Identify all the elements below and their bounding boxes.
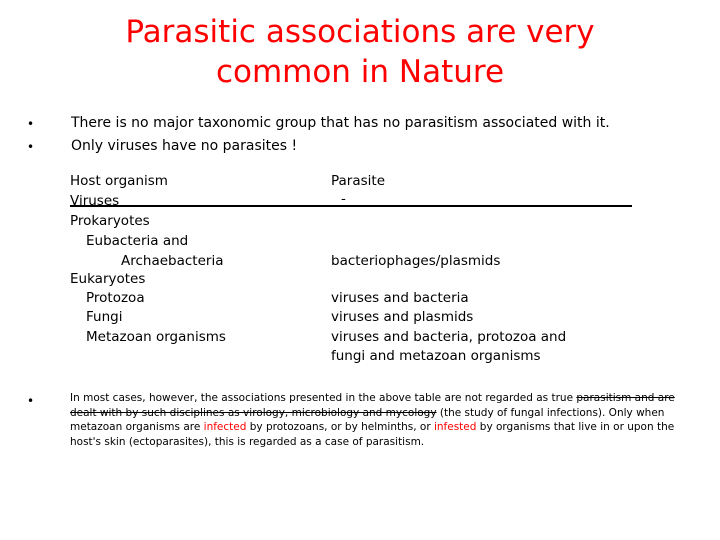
parasite-row: fungi and metazoan organisms bbox=[331, 348, 541, 364]
parasite-row: viruses and bacteria, protozoa and bbox=[331, 329, 567, 345]
bullet-text: There is no major taxonomic group that has no parasitism associated with it. bbox=[71, 115, 610, 131]
footnote-text: (the study of fungal infections). Only when metazoan organisms are bbox=[70, 406, 665, 433]
host-row: Archaebacteria bbox=[121, 253, 224, 269]
bullet-text: Only viruses have no parasites ! bbox=[71, 138, 298, 154]
host-row: Viruses bbox=[70, 193, 120, 209]
slide-title bbox=[40, 12, 680, 92]
host-row: Metazoan organisms bbox=[86, 329, 226, 345]
host-row: Eubacteria and bbox=[86, 233, 189, 249]
host-row: Prokaryotes bbox=[70, 213, 150, 229]
parasite-row: bacteriophages/plasmids bbox=[331, 253, 501, 269]
bullet-marker: • bbox=[27, 394, 35, 408]
parasite-row: - bbox=[341, 191, 346, 207]
bullet-marker: • bbox=[27, 117, 35, 131]
bullet-marker: • bbox=[27, 140, 35, 154]
footnote-paragraph bbox=[70, 391, 682, 449]
slide-title-line-2: common in Nature bbox=[215, 54, 505, 90]
host-row: Protozoa bbox=[86, 290, 145, 306]
footnote-struck-text: parasitism and are dealt with by such disciplines as virology, microbiology and mycology bbox=[70, 392, 675, 419]
slide-title-line-1: Parasitic associations are very bbox=[125, 14, 595, 50]
footnote-text: In most cases, however, the associations presented in the above table are not regarded as true bbox=[70, 392, 577, 404]
parasite-row: viruses and plasmids bbox=[331, 309, 474, 325]
parasite-row: viruses and bacteria bbox=[331, 290, 469, 306]
highlight-infested: infested bbox=[433, 421, 477, 433]
highlight-infected: infected bbox=[203, 421, 247, 433]
table-header-host: Host organism bbox=[70, 173, 168, 189]
host-row: Eukaryotes bbox=[70, 271, 146, 287]
host-row: Fungi bbox=[86, 309, 123, 325]
table-header-parasite: Parasite bbox=[331, 173, 386, 189]
footnote-text: by protozoans, or by helminths, or bbox=[246, 421, 434, 433]
table-header-rule bbox=[70, 205, 632, 207]
footnote-text: by organisms that live in or upon the host's skin (ectoparasites), this is regarded as a case of parasitism. bbox=[70, 421, 675, 448]
